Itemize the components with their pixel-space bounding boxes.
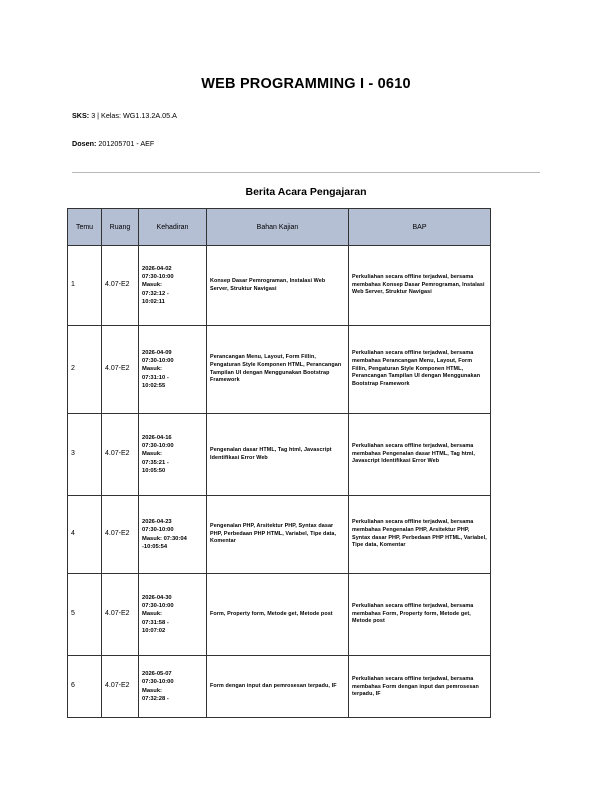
sks-class-value: 3 | Kelas: WG1.13.2A.05.A bbox=[91, 111, 177, 120]
kehadiran-cell bbox=[139, 574, 207, 656]
bap-cell: Perkuliahan secara offline terjadwal, bersama membahas Perancangan Menu, Layout, Form Fillin, Pengaturan Style Komponen HTML, Perancangan Tampilan UI dengan Menggunakan Bootstrap Framework bbox=[349, 326, 491, 414]
kehadiran-in: 07:31:58 - bbox=[142, 619, 169, 626]
divider bbox=[72, 172, 540, 173]
bap-cell: Perkuliahan secara offline terjadwal, bersama membahas Form dengan input dan pemrosesan terpadu, IF bbox=[349, 656, 491, 718]
ruang-cell: 4.07-E2 bbox=[102, 496, 139, 574]
temu-cell: 2 bbox=[68, 326, 102, 414]
kehadiran-label: Masuk: 07:30:04 bbox=[142, 535, 187, 542]
kehadiran-label: Masuk: bbox=[142, 451, 162, 458]
dosen-label: Dosen: bbox=[72, 139, 97, 148]
kehadiran-out: 10:07:02 bbox=[142, 628, 166, 635]
kehadiran-cell bbox=[139, 326, 207, 414]
bap-cell: Perkuliahan secara offline terjadwal, bersama membahas Konsep Dasar Pemrograman, Instalasi Web Server, Struktur Navigasi bbox=[349, 246, 491, 326]
table-header-row bbox=[68, 209, 491, 246]
ruang-cell: 4.07-E2 bbox=[102, 574, 139, 656]
bahan-kajian-cell: Konsep Dasar Pemrograman, Instalasi Web Server, Struktur Navigasi bbox=[207, 246, 349, 326]
bahan-kajian-cell: Form, Property form, Metode get, Metode post bbox=[207, 574, 349, 656]
header-ruang: Ruang bbox=[102, 209, 139, 246]
kehadiran-cell bbox=[139, 496, 207, 574]
kehadiran-date: 2026-04-30 bbox=[142, 594, 172, 601]
kehadiran-in: 07:35:21 - bbox=[142, 459, 169, 466]
kehadiran-date: 2026-04-09 bbox=[142, 349, 172, 356]
kehadiran-in: 07:32:28 - bbox=[142, 695, 169, 702]
temu-cell: 6 bbox=[68, 656, 102, 718]
kehadiran-cell bbox=[139, 656, 207, 718]
ruang-cell: 4.07-E2 bbox=[102, 326, 139, 414]
header-bahan-kajian: Bahan Kajian bbox=[207, 209, 349, 246]
kehadiran-schedule: 07:30-10:00 bbox=[142, 357, 174, 364]
table-row bbox=[68, 656, 491, 718]
kehadiran-label: Masuk: bbox=[142, 366, 162, 373]
kehadiran-cell bbox=[139, 246, 207, 326]
course-title: WEB PROGRAMMING I - 0610 bbox=[201, 76, 411, 92]
kehadiran-in: 07:31:10 - bbox=[142, 374, 169, 381]
dosen-value: 201205701 - AEF bbox=[98, 139, 155, 148]
temu-cell: 5 bbox=[68, 574, 102, 656]
teaching-report-table bbox=[67, 208, 491, 718]
kehadiran-schedule: 07:30-10:00 bbox=[142, 679, 174, 686]
kehadiran-out: 10:02:55 bbox=[142, 383, 166, 390]
bap-cell: Perkuliahan secara offline terjadwal, bersama membahas Pengenalan PHP, Arsitektur PHP, Syntax dasar PHP, Perbedaan PHP HTML, Variabel, Tipe data, Komentar bbox=[349, 496, 491, 574]
bap-cell: Perkuliahan secara offline terjadwal, bersama membahas Pengenalan dasar HTML, Tag html, Javascript Identifikasi Error Web bbox=[349, 414, 491, 496]
kehadiran-label: Masuk: bbox=[142, 611, 162, 618]
kehadiran-label: Masuk: bbox=[142, 282, 162, 289]
course-credits-class bbox=[72, 111, 177, 120]
kehadiran-schedule: 07:30-10:00 bbox=[142, 442, 174, 449]
table-row bbox=[68, 326, 491, 414]
kehadiran-cell bbox=[139, 414, 207, 496]
kehadiran-out: 10:02:11 bbox=[142, 299, 165, 306]
lecturer-line bbox=[72, 139, 154, 148]
kehadiran-schedule: 07:30-10:00 bbox=[142, 273, 174, 280]
temu-cell: 4 bbox=[68, 496, 102, 574]
kehadiran-date: 2026-05-07 bbox=[142, 670, 172, 677]
ruang-cell: 4.07-E2 bbox=[102, 414, 139, 496]
kehadiran-out: 10:05:50 bbox=[142, 468, 166, 475]
kehadiran-date: 2026-04-23 bbox=[142, 518, 172, 525]
table-row bbox=[68, 574, 491, 656]
temu-cell: 1 bbox=[68, 246, 102, 326]
header-temu: Temu bbox=[68, 209, 102, 246]
header-kehadiran: Kehadiran bbox=[139, 209, 207, 246]
bahan-kajian-cell: Pengenalan PHP, Arsitektur PHP, Syntax dasar PHP, Perbedaan PHP HTML, Variabel, Tipe data, Komentar bbox=[207, 496, 349, 574]
kehadiran-date: 2026-04-02 bbox=[142, 265, 172, 272]
ruang-cell: 4.07-E2 bbox=[102, 656, 139, 718]
temu-cell: 3 bbox=[68, 414, 102, 496]
bahan-kajian-cell: Pengenalan dasar HTML, Tag html, Javascript Identifikasi Error Web bbox=[207, 414, 349, 496]
section-title: Berita Acara Pengajaran bbox=[245, 186, 367, 198]
table-row bbox=[68, 496, 491, 574]
bap-cell: Perkuliahan secara offline terjadwal, bersama membahas Form, Property form, Metode get, Metode post bbox=[349, 574, 491, 656]
sks-label: SKS: bbox=[72, 111, 90, 120]
table-row bbox=[68, 246, 491, 326]
bahan-kajian-cell: Perancangan Menu, Layout, Form Fillin, Pengaturan Style Komponen HTML, Perancangan Tampilan UI dengan Menggunakan Bootstrap Framework bbox=[207, 326, 349, 414]
header-bap: BAP bbox=[349, 209, 491, 246]
bahan-kajian-cell: Form dengan input dan pemrosesan terpadu, IF bbox=[207, 656, 349, 718]
table-row bbox=[68, 414, 491, 496]
kehadiran-out: -10:05:54 bbox=[142, 543, 168, 550]
kehadiran-date: 2026-04-16 bbox=[142, 434, 172, 441]
kehadiran-in: 07:32:12 - bbox=[142, 290, 169, 297]
kehadiran-schedule: 07:30-10:00 bbox=[142, 527, 174, 534]
ruang-cell: 4.07-E2 bbox=[102, 246, 139, 326]
kehadiran-schedule: 07:30-10:00 bbox=[142, 602, 174, 609]
kehadiran-label: Masuk: bbox=[142, 687, 162, 694]
